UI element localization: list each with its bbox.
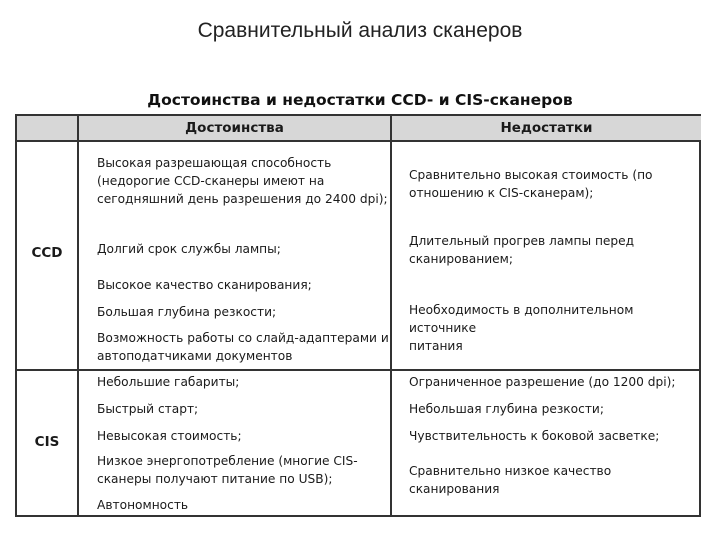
- ccd-disadvantage-power: Необходимость в дополнительном источнике питания: [409, 303, 634, 353]
- cis-advantage-cost: Невысокая стоимость;: [97, 429, 242, 443]
- ccd-advantage-resolution: Высокая разрешающая способность (недорогие CCD-сканеры имеют на сегодняшний день разрешения до 2400 dpi);: [97, 156, 388, 206]
- cis-advantage-autonomy: Автономность: [97, 498, 189, 512]
- header-advantages: Достоинства: [185, 120, 284, 136]
- column-divider: [390, 116, 392, 515]
- ccd-advantage-depth: Большая глубина резкости;: [97, 305, 277, 319]
- table-caption: Достоинства и недостатки CCD- и CIS-сканеров: [147, 91, 573, 109]
- header-disadvantages-cell: [392, 116, 701, 142]
- header-empty-cell: [17, 116, 77, 142]
- header-disadvantages: Недостатки: [500, 120, 593, 136]
- cis-advantage-size: Небольшие габариты;: [97, 375, 240, 389]
- cis-advantage-power: Низкое энергопотребление (многие CIS- сканеры получают питание по USB);: [97, 454, 358, 486]
- header-advantages-cell: [79, 116, 390, 142]
- cis-disadvantage-depth: Небольшая глубина резкости;: [409, 402, 604, 416]
- ccd-disadvantage-cost: Сравнительно высокая стоимость (по отношению к CIS-сканерам);: [409, 168, 653, 200]
- row-divider: [17, 369, 699, 371]
- ccd-advantage-quality: Высокое качество сканирования;: [97, 278, 312, 292]
- slide-title: Сравнительный анализ сканеров: [197, 19, 523, 42]
- ccd-disadvantage-warmup: Длительный прогрев лампы перед сканированием;: [409, 234, 635, 266]
- comparison-table: [15, 114, 701, 517]
- column-divider: [77, 116, 79, 515]
- cis-disadvantage-resolution: Ограниченное разрешение (до 1200 dpi);: [409, 375, 676, 389]
- cis-disadvantage-sidelight: Чувствительность к боковой засветке;: [409, 429, 660, 443]
- cis-advantage-start: Быстрый старт;: [97, 402, 199, 416]
- cis-disadvantage-quality: Сравнительно низкое качество сканирования: [409, 464, 612, 496]
- ccd-advantage-adapters: Возможность работы со слайд-адаптерами и автоподатчиками документов: [97, 331, 389, 363]
- row-label-ccd: CCD: [31, 245, 63, 261]
- ccd-advantage-lamp-life: Долгий срок службы лампы;: [97, 242, 281, 256]
- row-label-cis: CIS: [34, 434, 60, 450]
